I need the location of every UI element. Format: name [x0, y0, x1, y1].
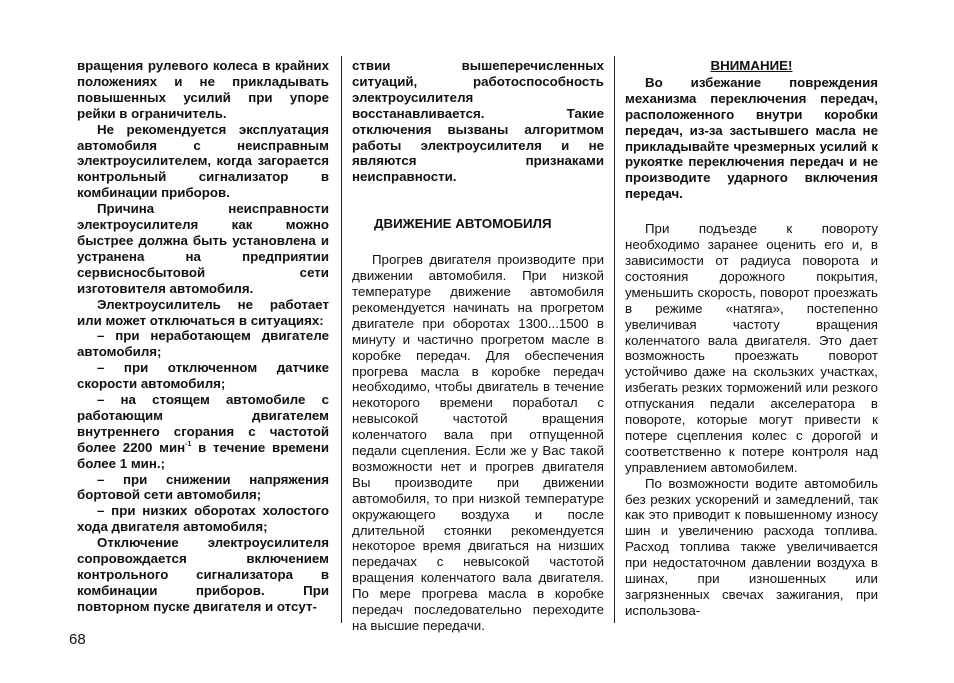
col1-paragraph-3: Причина неисправности электроусилителя как можно быстрее должна быть установлена и устранена на предприятии сервисносбытовой сети изготовителя автомобиля.: [77, 201, 329, 296]
page-number: 68: [69, 631, 86, 648]
column-divider-1: [341, 56, 342, 623]
col2-paragraph-2: Прогрев двигателя производите при движении автомобиля. При низкой температуре движение автомобиля рекомендуется начинать на прогретом двигателе при оборотах 1300...1500 в минуту и частично прогретом масле в коробке передач. Для обеспечения прогрева масла в коробке передач необходимо, чтобы двигатель в течение некоторого времени поработал с невысокой частотой вращения коленчатого вала при отпущенной педали сцепления. Если же у Вас такой возможности нет и прогрев двигателя Вы производите при движении автомобиля, то при низкой температуре окружающего воздуха и после длительной стоянки рекомендуется некоторое время двигаться на низших передачах с невысокой частотой вращения коленчатого вала двигателя. По мере прогрева масла в коробке передач последовательно переходите на высшие передачи.: [352, 252, 604, 633]
col1-paragraph-4: Электроусилитель не работает или может отключаться в ситуациях:: [77, 296, 329, 328]
col1-paragraph-5: Отключение электроусилителя сопровождается включением контрольного сигнализатора в комбинации приборов. При повторном пуске двигателя и отсут-: [77, 535, 329, 614]
section-heading: ДВИЖЕНИЕ АВТОМОБИЛЯ: [374, 216, 552, 232]
col3-paragraph-1: При подъезде к повороту необходимо заранее оценить его и, в зависимости от радиуса поворота и состояния дорожного покрытия, уменьшить скорость, поворот проезжать в режиме «натяга», постепенно увеличивая частоту вращения коленчатого вала двигателя. Это дает возможность проезжать поворот устойчиво даже на скользких участках, избегать резких торможений или резкого отпускания педали акселератора в повороте, которые могут привести к потере сцепления колес с дорогой и соответственно к потере контроля над управлением автомобилем.: [625, 221, 878, 475]
col1-paragraph-1: вращения рулевого колеса в крайних положениях и не прикладывать повышенных усилий при упоре рейки в ограничитель.: [77, 58, 329, 121]
col1-list-item-2: – при отключенном датчике скорости автомобиля;: [77, 360, 329, 392]
col1-paragraph-2: Не рекомендуется эксплуатация автомобиля с неисправным электроусилителем, когда загорается контрольный сигнализатор в комбинации приборов.: [77, 121, 329, 201]
col1-list-item-3-text-a: – на стоящем автомобиле с работающим двигателем внутреннего сгорания с частотой более 2200 мин: [77, 392, 329, 455]
col2-bold-block: [352, 58, 604, 185]
column-left: [77, 58, 329, 615]
col1-list-item-1: – при неработающем двигателе автомобиля;: [77, 328, 329, 360]
col3-regular-block: [625, 221, 878, 619]
warning-title: ВНИМАНИЕ!: [710, 58, 793, 73]
column-middle: [352, 58, 604, 634]
column-divider-2: [614, 56, 615, 623]
col1-list-item-3-text-b: в течение времени более 1 мин.;: [77, 439, 329, 471]
col2-paragraph-1: ствии вышеперечисленных ситуаций, работоспособность электроусилителя восстанавливается. Такие отключения вызваны алгоритмом работы электроусилителя и не являются признаками неисправности.: [352, 58, 604, 185]
warning-block: [625, 58, 878, 202]
col1-list-item-3: [77, 392, 329, 472]
warning-text: Во избежание повреждения механизма переключения передач, расположенного внутри коробки передач, из-за застывшего масла не прикладывайте чрезмерных усилий к рукоятке переключения передач и не производите ударного включения передач.: [625, 74, 878, 202]
col1-list-item-3-superscript: -1: [185, 440, 192, 448]
column-right: [625, 58, 878, 619]
col2-regular-block: [352, 216, 604, 634]
col3-paragraph-2: По возможности водите автомобиль без резких ускорений и замедлений, так как это приводит к повышенному износу шин и увеличению расхода топлива. Расход топлива также увеличивается при недостаточном давлении воздуха в шинах, при изношенных или загрязненных свечах зажигания, при использова-: [625, 475, 878, 618]
col1-list-item-4: – при снижении напряжения бортовой сети автомобиля;: [77, 471, 329, 503]
col1-list-item-5: – при низких оборотах холостого хода двигателя автомобиля;: [77, 503, 329, 535]
